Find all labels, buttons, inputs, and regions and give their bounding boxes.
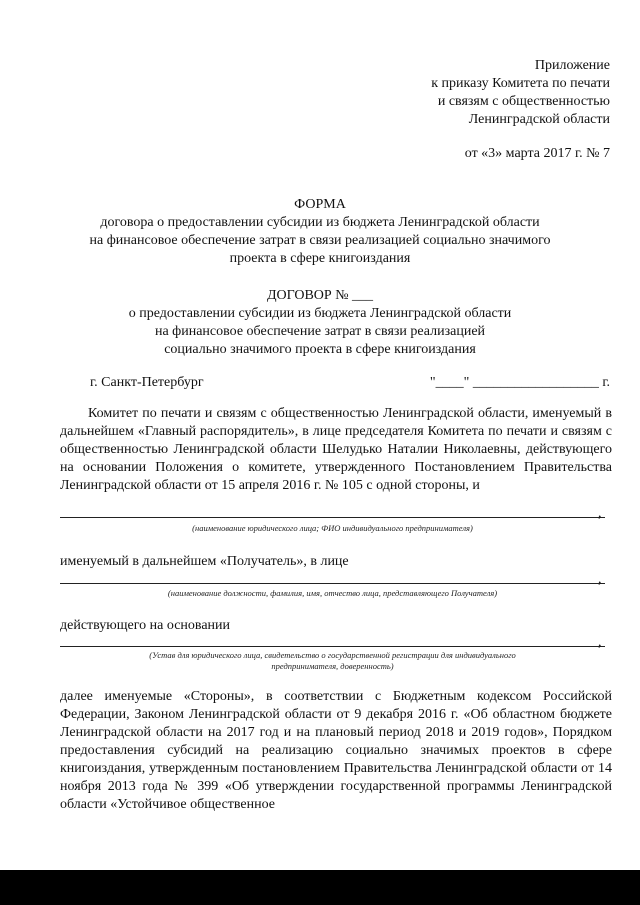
form-title: ФОРМА <box>294 197 346 212</box>
basis-blank <box>60 646 605 647</box>
appendix-order-line: к приказу Комитета по печати <box>431 76 610 91</box>
intro-paragraph: Комитет по печати и связям с общественностью Ленинградской области, именуемый в дальнейшем «Главный распорядитель», в лице председателя Комитета по печати и связям с общественностью Ленинградской области Шелудько Наталии Николаевны, действующего на основании Положения о комитете, утвержденного Постановлением Правительства Ленинградской области от 15 апреля 2016 г. № 105 с одной стороны, и <box>60 406 612 493</box>
representative-comma: , <box>598 572 602 587</box>
contract-city: г. Санкт-Петербург <box>90 375 204 390</box>
contract-title-line-1: о предоставлении субсидии из бюджета Ленинградской области <box>128 306 512 321</box>
entity-name-blank <box>60 517 605 518</box>
form-title-line-3: проекта в сфере книгоиздания <box>229 251 411 266</box>
appendix-date-line: от «3» марта 2017 г. № 7 <box>464 146 610 161</box>
representative-blank <box>60 583 605 584</box>
main-paragraph: далее именуемые «Стороны», в соответствии с Бюджетным кодексом Российской Федерации, Законом Ленинградской области от 9 декабря 2016 г. «Об областном бюджете Ленинградской области на 2017 год и на плановый период 2018 и 2019 годов», Порядком предоставления субсидий на реализацию социально значимых проектов в сфере книгоиздания, утвержденным постановлением Правительства Ленинградской области от 14 ноября 2013 года № 399 «Об утверждении государственной программы Ленинградской области «Устойчивое общественное <box>60 689 612 812</box>
entity-name-comma: , <box>598 506 602 521</box>
contract-title: ДОГОВОР № ___ <box>266 288 374 303</box>
recipient-label: именуемый в дальнейшем «Получатель», в лице <box>60 554 349 569</box>
contract-title-line-2: на финансовое обеспечение затрат в связи реализацией <box>154 324 486 339</box>
contract-title-line-3: социально значимого проекта в сфере книгоиздания <box>164 342 476 357</box>
basis-label: действующего на основании <box>60 618 231 633</box>
appendix-label: Приложение <box>534 58 610 73</box>
scan-bottom-edge <box>0 870 640 905</box>
form-title-line-2: на финансовое обеспечение затрат в связи реализацией социально значимого <box>89 233 551 248</box>
representative-caption: (наименование должности, фамилия, имя, отчество лица, представляющего Получателя) <box>167 588 498 598</box>
appendix-relations-line: и связям с общественностью <box>437 94 610 109</box>
basis-caption-line-2: предпринимателя, доверенность) <box>271 661 394 671</box>
appendix-region-line: Ленинградской области <box>468 112 610 127</box>
entity-name-caption: (наименование юридического лица; ФИО индивидуального предпринимателя) <box>192 523 473 533</box>
contract-date-blank: "____" __________________ г. <box>429 375 610 390</box>
form-title-line-1: договора о предоставлении субсидии из бюджета Ленинградской области <box>100 215 540 230</box>
basis-caption-line-1: (Устав для юридического лица, свидетельство о государственной регистрации для индивидуального <box>149 650 516 660</box>
basis-comma: , <box>598 635 602 650</box>
